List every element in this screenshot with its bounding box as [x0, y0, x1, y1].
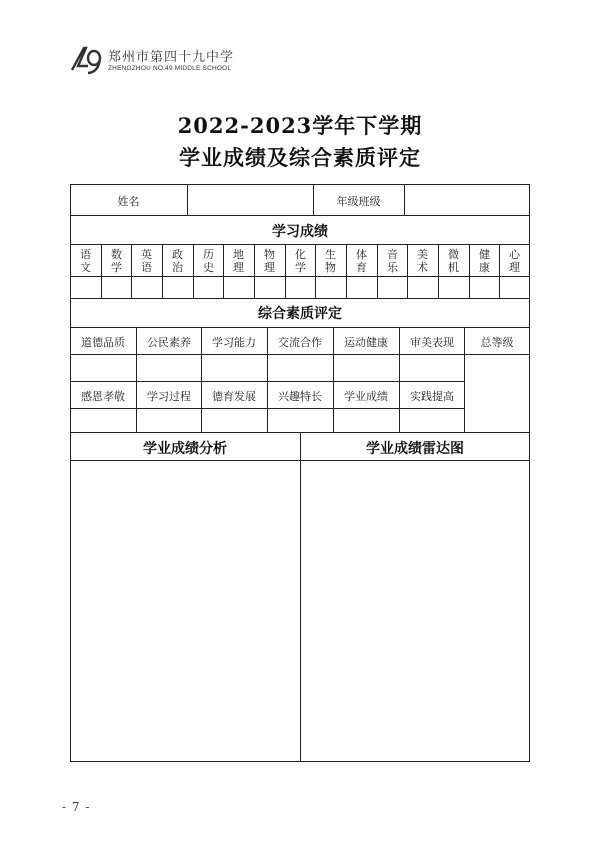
school-name-cn: 郑州市第四十九中学	[108, 50, 235, 65]
score-cell[interactable]	[377, 277, 408, 298]
subject-label	[70, 248, 101, 274]
divider	[70, 215, 530, 216]
subject-label	[223, 248, 254, 274]
subject-char: 物	[325, 261, 336, 274]
subject-char: 乐	[387, 261, 398, 274]
subject-char: 音	[387, 248, 398, 261]
subject-label	[315, 248, 346, 274]
score-cell[interactable]	[438, 277, 469, 298]
quality-grade-cell[interactable]	[137, 355, 202, 381]
subject-char: 历	[203, 248, 214, 261]
subject-char: 健	[479, 248, 490, 261]
subject-char: 史	[203, 261, 214, 274]
page-number: - 7 -	[62, 800, 91, 814]
score-cell[interactable]	[285, 277, 316, 298]
quality-label: 总等级	[480, 336, 514, 349]
name-label: 姓名	[117, 195, 140, 208]
subject-char: 理	[233, 261, 244, 274]
subject-label	[469, 248, 500, 274]
subject-char: 心	[509, 248, 520, 261]
subject-label	[407, 248, 438, 274]
score-cell[interactable]	[101, 277, 132, 298]
divider	[70, 298, 530, 299]
quality-section-title: 综合素质评定	[258, 306, 342, 322]
subject-char: 文	[80, 261, 91, 274]
score-cell[interactable]	[254, 277, 285, 298]
subject-char: 治	[172, 261, 183, 274]
total-grade-cell[interactable]	[465, 355, 530, 432]
quality-label: 学习能力	[212, 336, 256, 349]
subject-label	[131, 248, 162, 274]
subject-char: 体	[356, 248, 367, 261]
quality-label: 公民素养	[147, 336, 191, 349]
quality-label: 交流合作	[278, 336, 322, 349]
subject-char: 理	[509, 261, 520, 274]
subject-char: 理	[264, 261, 275, 274]
subject-char: 术	[417, 261, 428, 274]
subject-char: 机	[448, 261, 459, 274]
quality-label: 学习过程	[147, 390, 191, 403]
divider	[70, 381, 464, 382]
quality-grade-cell[interactable]	[202, 409, 267, 432]
subject-label	[438, 248, 469, 274]
subject-char: 地	[233, 248, 244, 261]
quality-label: 审美表现	[410, 336, 454, 349]
subject-char: 微	[448, 248, 459, 261]
scores-section-title: 学习成绩	[272, 224, 328, 240]
subject-label	[499, 248, 530, 274]
quality-label: 运动健康	[344, 336, 388, 349]
quality-label: 德育发展	[212, 390, 256, 403]
subject-label	[162, 248, 193, 274]
quality-grade-cell[interactable]	[268, 409, 333, 432]
quality-grade-cell[interactable]	[400, 355, 465, 381]
divider	[70, 327, 530, 328]
subject-char: 学	[111, 261, 122, 274]
subject-char: 英	[141, 248, 152, 261]
score-cell[interactable]	[315, 277, 346, 298]
quality-grade-cell[interactable]	[137, 409, 202, 432]
score-cell[interactable]	[223, 277, 254, 298]
analysis-title: 学业成绩分析	[143, 441, 227, 457]
divider	[70, 244, 530, 245]
subject-label	[377, 248, 408, 274]
subject-char: 美	[417, 248, 428, 261]
quality-label: 兴趣特长	[278, 390, 322, 403]
class-label: 年级班级	[336, 195, 381, 208]
name-field[interactable]	[188, 185, 313, 215]
subject-char: 语	[141, 261, 152, 274]
quality-grade-cell[interactable]	[71, 355, 136, 381]
score-cell[interactable]	[193, 277, 224, 298]
analysis-area[interactable]	[71, 461, 300, 761]
radar-chart-area[interactable]	[301, 461, 529, 761]
quality-grade-cell[interactable]	[334, 355, 399, 381]
school-logo	[68, 42, 268, 78]
subject-char: 物	[264, 248, 275, 261]
subject-char: 育	[356, 261, 367, 274]
score-cell[interactable]	[70, 277, 101, 298]
subject-char: 学	[295, 261, 306, 274]
quality-label: 道德品质	[81, 336, 125, 349]
page-title-term: 2022-2023学年下学期	[177, 113, 423, 138]
subject-label	[193, 248, 224, 274]
score-cell[interactable]	[407, 277, 438, 298]
subject-char: 数	[111, 248, 122, 261]
score-cell[interactable]	[346, 277, 377, 298]
quality-grade-cell[interactable]	[202, 355, 267, 381]
class-field[interactable]	[405, 185, 529, 215]
subject-char: 生	[325, 248, 336, 261]
subject-char: 化	[295, 248, 306, 261]
subject-char: 语	[80, 248, 91, 261]
subject-label	[285, 248, 316, 274]
subject-char: 康	[479, 261, 490, 274]
quality-grade-cell[interactable]	[400, 409, 465, 432]
score-cell[interactable]	[162, 277, 193, 298]
quality-grade-cell[interactable]	[268, 355, 333, 381]
radar-chart-title: 学业成绩雷达图	[366, 441, 464, 457]
subject-label	[101, 248, 132, 274]
subject-char: 政	[172, 248, 183, 261]
quality-grade-cell[interactable]	[71, 409, 136, 432]
page-title-main: 学业成绩及综合素质评定	[179, 145, 421, 170]
subject-label	[254, 248, 285, 274]
quality-label: 感恩孝敬	[81, 390, 125, 403]
school-name-en: ZHENGZHOU NO.49 MIDDLE SCHOOL	[108, 65, 232, 72]
score-cell[interactable]	[469, 277, 500, 298]
score-cell[interactable]	[131, 277, 162, 298]
quality-label: 学业成绩	[344, 390, 388, 403]
subject-label	[346, 248, 377, 274]
score-cell[interactable]	[499, 277, 530, 298]
quality-grade-cell[interactable]	[334, 409, 399, 432]
quality-label: 实践提高	[410, 390, 454, 403]
school-emblem-icon	[68, 42, 104, 78]
